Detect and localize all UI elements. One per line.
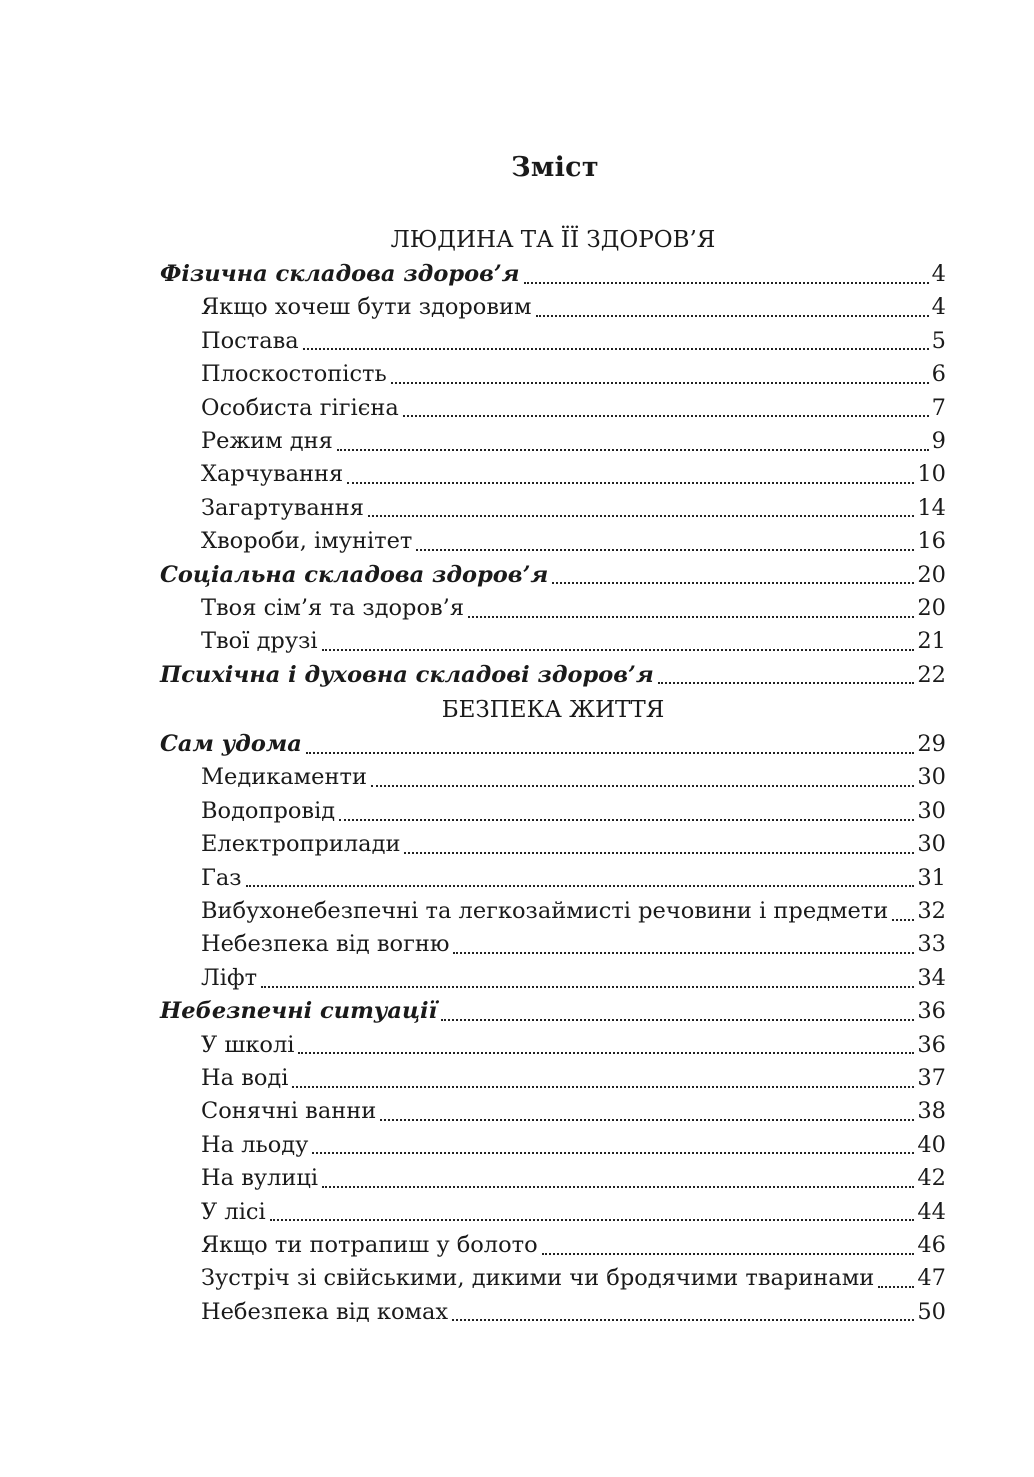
entry-title: Зустріч зі свійськими, дикими чи бродячими тваринами <box>201 1265 875 1292</box>
page-number: 20 <box>917 594 946 621</box>
page-number: 50 <box>917 1298 946 1325</box>
toc-entry[interactable] <box>160 962 946 995</box>
page-number: 42 <box>917 1165 946 1192</box>
page-number: 37 <box>917 1064 946 1091</box>
entry-title: Твої друзі <box>201 628 318 655</box>
dot-leader <box>303 348 929 350</box>
toc-entry[interactable] <box>160 625 946 658</box>
toc-entry[interactable] <box>160 492 946 525</box>
toc-entry[interactable] <box>160 895 946 928</box>
page-number: 5 <box>931 327 946 354</box>
entry-title: Небезпечні ситуації <box>160 998 438 1025</box>
dot-leader <box>452 1319 914 1321</box>
dot-leader <box>416 549 914 551</box>
entry-title: У лісі <box>201 1198 266 1225</box>
toc-entry[interactable] <box>160 1229 946 1262</box>
page-number: 34 <box>917 964 946 991</box>
dot-leader <box>339 819 914 821</box>
page-number: 38 <box>917 1098 946 1125</box>
entry-title: Загартування <box>201 494 364 521</box>
page-number: 29 <box>917 731 946 758</box>
entry-title: Медикаменти <box>201 764 367 791</box>
dot-leader <box>468 616 914 618</box>
page-number: 16 <box>917 528 946 555</box>
dot-leader <box>322 1186 914 1188</box>
dot-leader <box>371 785 914 787</box>
entry-title: Хвороби, імунітет <box>201 528 413 555</box>
page-number: 44 <box>917 1198 946 1225</box>
entry-title: Ліфт <box>201 964 258 991</box>
entry-title: Небезпека від вогню <box>201 931 450 958</box>
toc-chapter-entry[interactable] <box>160 559 946 592</box>
toc-entry[interactable] <box>160 828 946 861</box>
page-number: 20 <box>917 561 946 588</box>
entry-title: Якщо ти потрапиш у болото <box>201 1231 538 1258</box>
toc-entry[interactable] <box>160 1296 946 1329</box>
page-number: 10 <box>917 461 946 488</box>
page-number: 32 <box>917 898 946 925</box>
section-heading: ЛЮДИНА ТА ЇЇ ЗДОРОВ’Я <box>390 227 716 253</box>
page-number: 30 <box>917 764 946 791</box>
dot-leader <box>380 1119 914 1121</box>
toc-entry[interactable] <box>160 358 946 391</box>
dot-leader <box>658 682 915 684</box>
dot-leader <box>347 482 914 484</box>
toc-entry[interactable] <box>160 425 946 458</box>
dot-leader <box>404 852 914 854</box>
dot-leader <box>403 415 929 417</box>
dot-leader <box>368 515 914 517</box>
toc-entry[interactable] <box>160 525 946 558</box>
entry-title: Сам удома <box>160 731 302 758</box>
page-number: 7 <box>931 394 946 421</box>
toc-entry[interactable] <box>160 1262 946 1295</box>
page-number: 9 <box>931 427 946 454</box>
toc-entry[interactable] <box>160 862 946 895</box>
dot-leader <box>306 752 915 754</box>
dot-leader <box>298 1052 914 1054</box>
page-number: 33 <box>917 931 946 958</box>
entry-title: Якщо хочеш бути здоровим <box>201 294 532 321</box>
entry-title: Психічна і духовна складові здоров’я <box>160 661 654 688</box>
page-number: 46 <box>917 1231 946 1258</box>
page-number: 14 <box>917 494 946 521</box>
entry-title: Газ <box>201 864 242 891</box>
entry-title: Плоскостопість <box>201 361 387 388</box>
page-number: 30 <box>917 797 946 824</box>
entry-title: Постава <box>201 327 299 354</box>
toc-entry[interactable] <box>160 795 946 828</box>
toc-entry[interactable] <box>160 761 946 794</box>
entry-title: У школі <box>201 1031 295 1058</box>
dot-leader <box>878 1286 914 1288</box>
toc-entry[interactable] <box>160 1029 946 1062</box>
toc-entry[interactable] <box>160 1196 946 1229</box>
dot-leader <box>524 282 929 284</box>
dot-leader <box>312 1152 914 1154</box>
entry-title: Електроприлади <box>201 831 401 858</box>
entry-title: На вулиці <box>201 1165 319 1192</box>
toc-entry[interactable] <box>160 392 946 425</box>
toc-entry[interactable] <box>160 928 946 961</box>
dot-leader <box>441 1019 914 1021</box>
table-of-contents <box>160 222 946 1329</box>
entry-title: Сонячні ванни <box>201 1098 377 1125</box>
page-number: 4 <box>931 261 946 287</box>
page-number: 4 <box>931 294 946 321</box>
page-number: 30 <box>917 831 946 858</box>
entry-title: Особиста гігієна <box>201 394 399 421</box>
page-number: 21 <box>917 628 946 655</box>
section-heading: БЕЗПЕКА ЖИТТЯ <box>441 697 665 724</box>
page-title: Зміст <box>511 152 599 183</box>
dot-leader <box>542 1253 915 1255</box>
toc-chapter-entry[interactable] <box>160 258 946 291</box>
entry-title: На льоду <box>201 1131 309 1158</box>
toc-chapter-entry[interactable] <box>160 659 946 692</box>
entry-title: Водопровід <box>201 797 336 824</box>
entry-title: Вибухонебезпечні та легкозаймисті речовини і предмети <box>201 898 889 925</box>
entry-title: Твоя сім’я та здоров’я <box>201 594 465 621</box>
dot-leader <box>552 582 914 584</box>
entry-title: Соціальна складова здоров’я <box>160 561 549 588</box>
dot-leader <box>391 382 929 384</box>
toc-chapter-entry[interactable] <box>160 728 946 761</box>
toc-entry[interactable] <box>160 458 946 491</box>
page-number: 36 <box>917 998 946 1025</box>
toc-entry[interactable] <box>160 1095 946 1128</box>
entry-title: Режим дня <box>201 427 333 454</box>
dot-leader <box>453 952 914 954</box>
entry-title: Небезпека від комах <box>201 1298 449 1325</box>
dot-leader <box>536 315 929 317</box>
toc-entry[interactable] <box>160 1129 946 1162</box>
toc-entry[interactable] <box>160 1062 946 1095</box>
page-number: 47 <box>917 1265 946 1292</box>
dot-leader <box>270 1219 915 1221</box>
dot-leader <box>322 649 915 651</box>
page-number: 40 <box>917 1131 946 1158</box>
page-number: 36 <box>917 1031 946 1058</box>
toc-entry[interactable] <box>160 325 946 358</box>
dot-leader <box>892 919 914 921</box>
dot-leader <box>261 986 914 988</box>
toc-entry[interactable] <box>160 1162 946 1195</box>
page-number: 22 <box>917 661 946 688</box>
page-number: 6 <box>931 361 946 388</box>
toc-chapter-entry[interactable] <box>160 995 946 1028</box>
dot-leader <box>337 449 929 451</box>
toc-entry[interactable] <box>160 592 946 625</box>
toc-entry[interactable] <box>160 291 946 324</box>
entry-title: Фізична складова здоров’я <box>160 261 520 287</box>
dot-leader <box>246 885 915 887</box>
entry-title: Харчування <box>201 461 344 488</box>
entry-title: На воді <box>201 1064 289 1091</box>
dot-leader <box>292 1086 914 1088</box>
page-number: 31 <box>917 864 946 891</box>
